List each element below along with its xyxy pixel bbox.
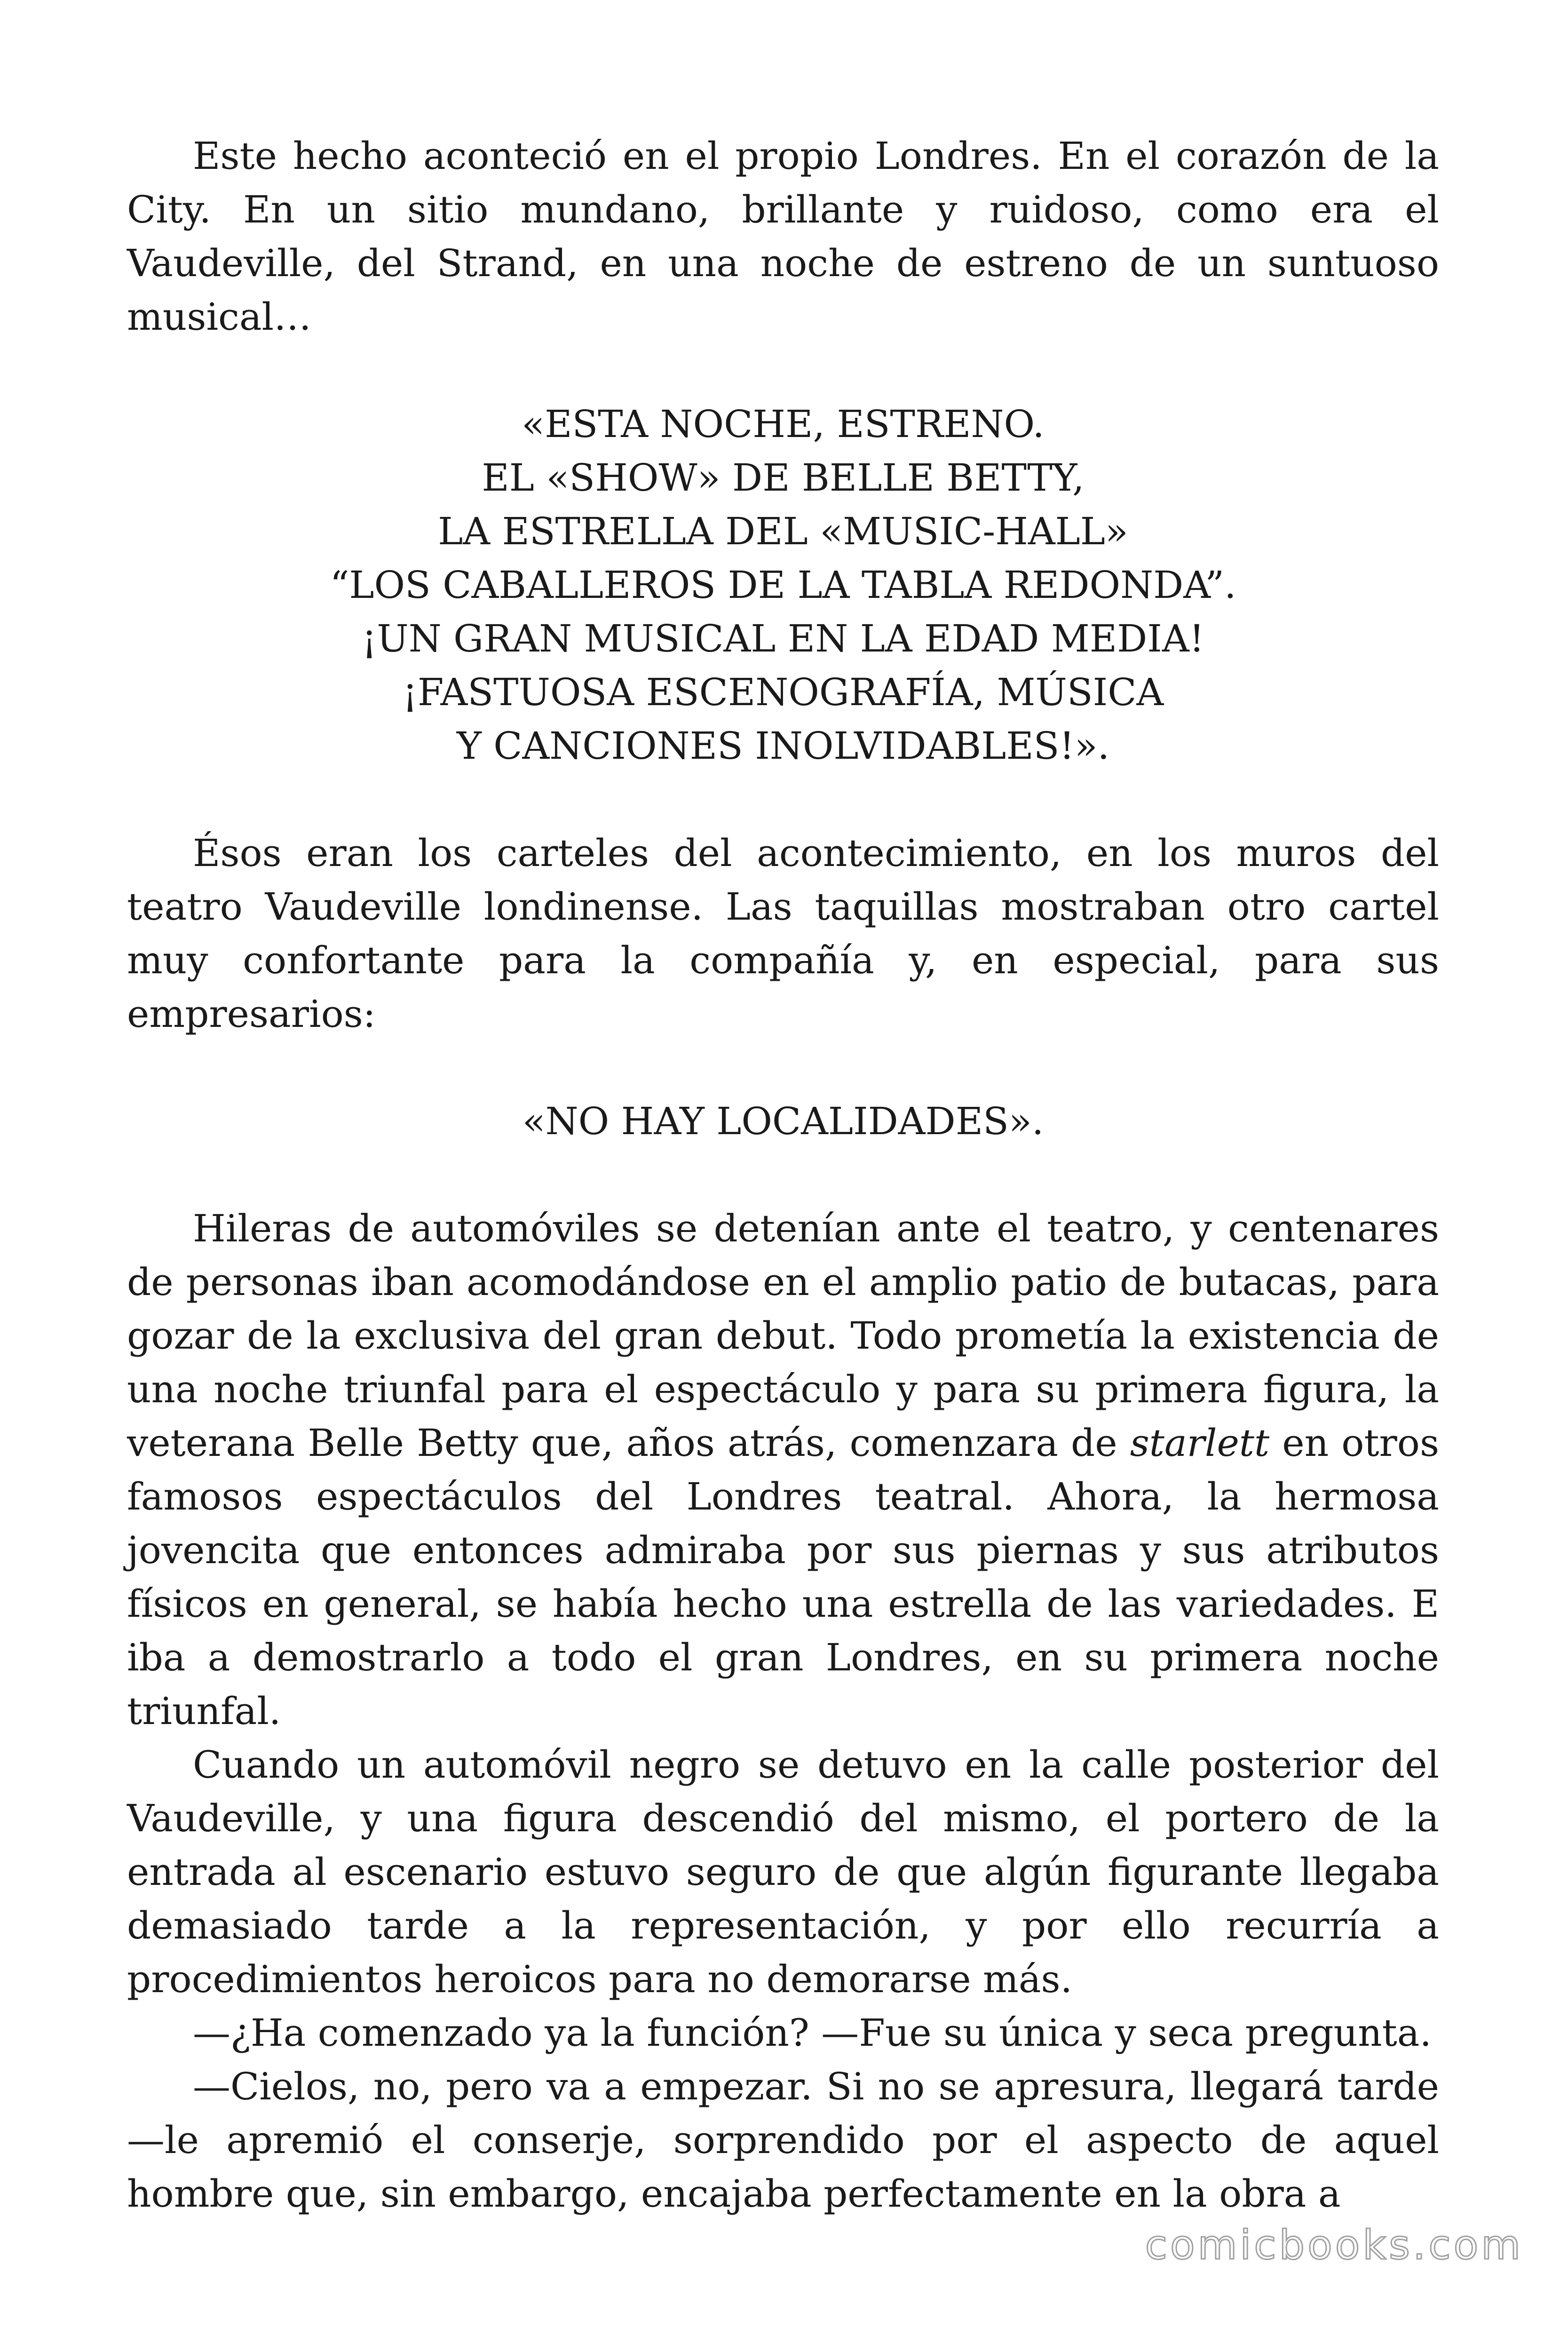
poster-line: Y CANCIONES INOLVIDABLES!». bbox=[456, 724, 1109, 768]
poster-line: «ESTA NOCHE, ESTRENO. bbox=[522, 402, 1045, 446]
paragraph-dialogue-question: —¿Ha comenzado ya la función? —Fue su única y seca pregunta. bbox=[193, 2011, 1432, 2055]
poster-line: ¡UN GRAN MUSICAL EN LA EDAD MEDIA! bbox=[362, 617, 1204, 660]
paragraph-automovil: Cuando un automóvil negro se detuvo en la calle posterior del Vaudeville, y una figura descendió del mismo, el portero de la entrada al escenario estuvo seguro de que algún figurante llegaba demasiado tarde a la representación, y por ello recurría a procedimientos heroicos para no demorarse más. bbox=[127, 1743, 1439, 2001]
paragraph-dialogue-answer: —Cielos, no, pero va a empezar. Si no se apresura, llegará tarde —le apremió el conserje, sorprendido por el aspecto de aquel hombre que, sin embargo, encajaba perfectamente en la obra a bbox=[127, 2065, 1439, 2216]
italic-word-starlett: starlett bbox=[1130, 1421, 1270, 1465]
watermark: comicbooks.com bbox=[1145, 2222, 1523, 2269]
sign-no-hay-localidades: «NO HAY LOCALIDADES». bbox=[522, 1099, 1044, 1143]
paragraph-hileras-start: Hileras de automóviles se detenían ante el teatro, y centenares de personas iban acomodándose en el amplio patio de butacas, para gozar de la exclusiva del gran debut. Todo prometía la existencia de una noche triunfal para el espectáculo y para su primera figura, la veterana Belle Betty que, años atrás, comenzara de bbox=[127, 1207, 1439, 1465]
poster-line: ¡FASTUOSA ESCENOGRAFÍA, MÚSICA bbox=[402, 670, 1164, 714]
paragraph-carteles: Ésos eran los carteles del acontecimiento, en los muros del teatro Vaudeville londinense. Las taquillas mostraban otro cartel muy confortante para la compañía y, en especial, para sus empresarios: bbox=[127, 831, 1439, 1036]
poster-line: “LOS CABALLEROS DE LA TABLA REDONDA”. bbox=[330, 563, 1236, 607]
poster-line: EL «SHOW» DE BELLE BETTY, bbox=[482, 456, 1085, 500]
page-text bbox=[127, 129, 1439, 2221]
paragraph-hileras-end: en otros famosos espectáculos del Londres teatral. Ahora, la hermosa jovencita que entonces admiraba por sus piernas y sus atributos físicos en general, se había hecho una estrella de las variedades. E iba a demostrarlo a todo el gran Londres, en su primera noche triunfal. bbox=[127, 1421, 1440, 1733]
poster-line: LA ESTRELLA DEL «MUSIC-HALL» bbox=[438, 509, 1128, 553]
poster-text bbox=[127, 397, 1439, 773]
paragraph-hileras bbox=[127, 1202, 1439, 1738]
paragraph-opening: Este hecho aconteció en el propio Londres. En el corazón de la City. En un sitio mundano, brillante y ruidoso, como era el Vaudeville, del Strand, en una noche de estreno de un suntuoso musical… bbox=[127, 134, 1439, 339]
